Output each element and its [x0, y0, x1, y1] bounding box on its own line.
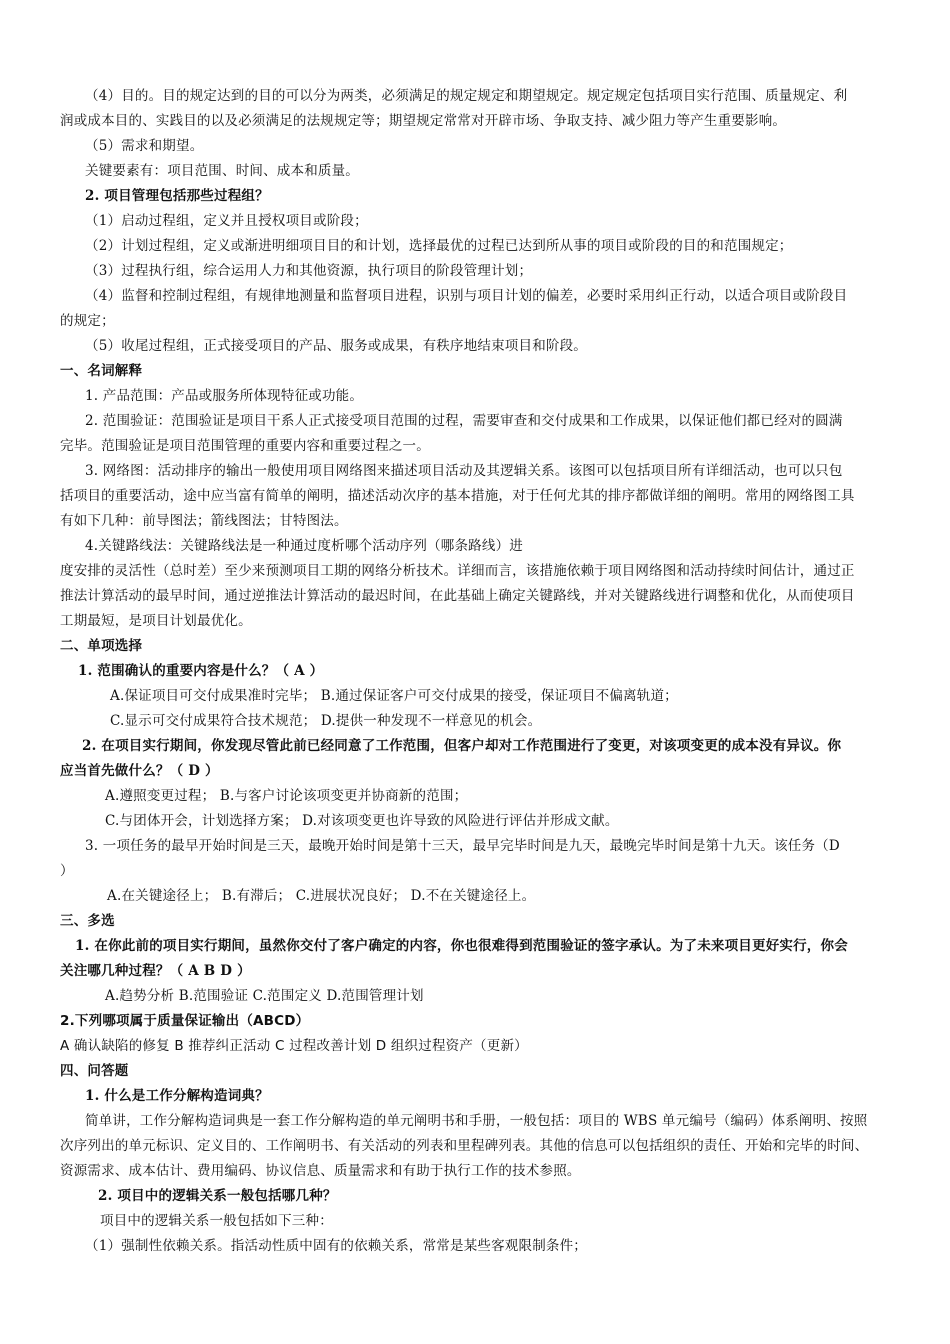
text-line: 一、名词解释 — [60, 363, 143, 379]
text-line: 3. 一项任务的最早开始时间是三天，最晚开始时间是第十三天，最早完毕时间是九天，最晚完毕时间是第十九天。该任务（D — [85, 838, 840, 854]
text-line: 有如下几种：前导图法；箭线图法；甘特图法。 — [60, 513, 348, 529]
text-line: （1）强制性依赖关系。指活动性质中固有的依赖关系，常常是某些客观限制条件； — [85, 1238, 587, 1254]
text-line: 次序列出的单元标识、定义目的、工作阐明书、有关活动的列表和里程碑列表。其他的信息可以包括组织的责任、开始和完毕的时间、 — [60, 1138, 869, 1154]
text-line: 2. 范围验证：范围验证是项目干系人正式接受项目范围的过程，需要审查和交付成果和工作成果，以保证他们都已经对的圆满 — [85, 413, 843, 429]
text-line: （3）过程执行组，综合运用人力和其他资源，执行项目的阶段管理计划； — [85, 263, 533, 279]
text-line: 应当首先做什么？（ D ） — [60, 763, 219, 779]
text-line: 的规定； — [60, 313, 115, 329]
text-line: 完毕。范围验证是项目范围管理的重要内容和重要过程之一。 — [60, 438, 430, 454]
text-line: 关键要素有：项目范围、时间、成本和质量。 — [85, 163, 359, 179]
text-line: 资源需求、成本估计、费用编码、协议信息、质量需求和有助于执行工作的技术参照。 — [60, 1163, 581, 1179]
text-line: 1. 在你此前的项目实行期间，虽然你交付了客户确定的内容，你也很难得到范围验证的签字承认。为了未来项目更好实行，你会 — [75, 938, 848, 954]
text-line: 简单讲，工作分解构造词典是一套工作分解构造的单元阐明书和手册，一般包括：项目的 WBS 单元编号（编码）体系阐明、按照 — [85, 1113, 868, 1129]
text-line: 括项目的重要活动，途中应当富有简单的阐明，描述活动次序的基本措施，对于任何尤其的排序都做详细的阐明。常用的网络图工具 — [60, 488, 855, 504]
text-line: A.趋势分析 B.范围验证 C.范围定义 D.范围管理计划 — [105, 988, 424, 1004]
text-line: 润或成本目的、实践目的以及必须满足的法规规定等；期望规定常常对开辟市场、争取支持、减少阻力等产生重要影响。 — [60, 113, 787, 129]
text-line: 三、多选 — [60, 913, 115, 929]
text-line: （1）启动过程组，定义并且授权项目或阶段； — [85, 213, 368, 229]
text-line: 度安排的灵活性（总时差）至少来预测项目工期的网络分析技术。详细而言，该措施依赖于项目网络图和活动持续时间估计，通过正 — [60, 563, 855, 579]
text-line: 1. 范围确认的重要内容是什么？（ A ） — [78, 663, 324, 679]
text-line: C.与团体开会，计划选择方案； D.对该项变更也许导致的风险进行评估并形成文献。 — [105, 813, 619, 829]
text-line: 工期最短，是项目计划最优化。 — [60, 613, 252, 629]
text-line: ） — [60, 863, 74, 879]
text-line: 3. 网络图：活动排序的输出一般使用项目网络图来描述项目活动及其逻辑关系。该图可以包括项目所有详细活动，也可以只包 — [85, 463, 843, 479]
text-line: 2.下列哪项属于质量保证输出（ABCD） — [60, 1013, 310, 1029]
text-line: A.在关键途径上； B.有滞后； C.进展状况良好； D.不在关键途径上。 — [107, 888, 536, 904]
text-line: A.遵照变更过程； B.与客户讨论该项变更并协商新的范围； — [105, 788, 468, 804]
text-line: 四、问答题 — [60, 1063, 129, 1079]
text-line: 二、单项选择 — [60, 638, 143, 654]
text-line: A.保证项目可交付成果准时完毕； B.通过保证客户可交付成果的接受，保证项目不偏离轨道； — [110, 688, 678, 704]
text-line: C.显示可交付成果符合技术规范； D.提供一种发现不一样意见的机会。 — [110, 713, 542, 729]
text-line: 4.关键路线法：关键路线法是一种通过度析哪个活动序列（哪条路线）进 — [85, 538, 523, 554]
text-line: （5）收尾过程组，正式接受项目的产品、服务或成果，有秩序地结束项目和阶段。 — [85, 338, 587, 354]
text-line: 推法计算活动的最早时间，通过逆推法计算活动的最迟时间，在此基础上确定关键路线，并对关键路线进行调整和优化，从而使项目 — [60, 588, 855, 604]
text-line: （4）监督和控制过程组，有规律地测量和监督项目进程，识别与项目计划的偏差，必要时采用纠正行动，以适合项目或阶段目 — [85, 288, 848, 304]
text-line: （5）需求和期望。 — [85, 138, 204, 154]
text-line: 2. 项目中的逻辑关系一般包括哪几种？ — [98, 1188, 337, 1204]
text-line: 项目中的逻辑关系一般包括如下三种： — [100, 1213, 333, 1229]
text-line: A 确认缺陷的修复 B 推荐纠正活动 C 过程改善计划 D 组织过程资产（更新） — [60, 1038, 528, 1054]
text-line: 2. 项目管理包括那些过程组？ — [85, 188, 269, 204]
text-line: 关注哪几种过程？（ A B D ） — [60, 963, 251, 979]
text-line: （2）计划过程组，定义或渐进明细项目目的和计划，选择最优的过程已达到所从事的项目或阶段的目的和范围规定； — [85, 238, 793, 254]
text-line: （4）目的。目的规定达到的目的可以分为两类，必须满足的规定规定和期望规定。规定规定包括项目实行范围、质量规定、利 — [85, 88, 848, 104]
text-line: 1. 产品范围：产品或服务所体现特征或功能。 — [85, 388, 364, 404]
text-line: 2. 在项目实行期间，你发现尽管此前已经同意了工作范围，但客户却对工作范围进行了变更，对该项变更的成本没有异议。你 — [82, 738, 842, 754]
text-line: 1. 什么是工作分解构造词典？ — [85, 1088, 269, 1104]
